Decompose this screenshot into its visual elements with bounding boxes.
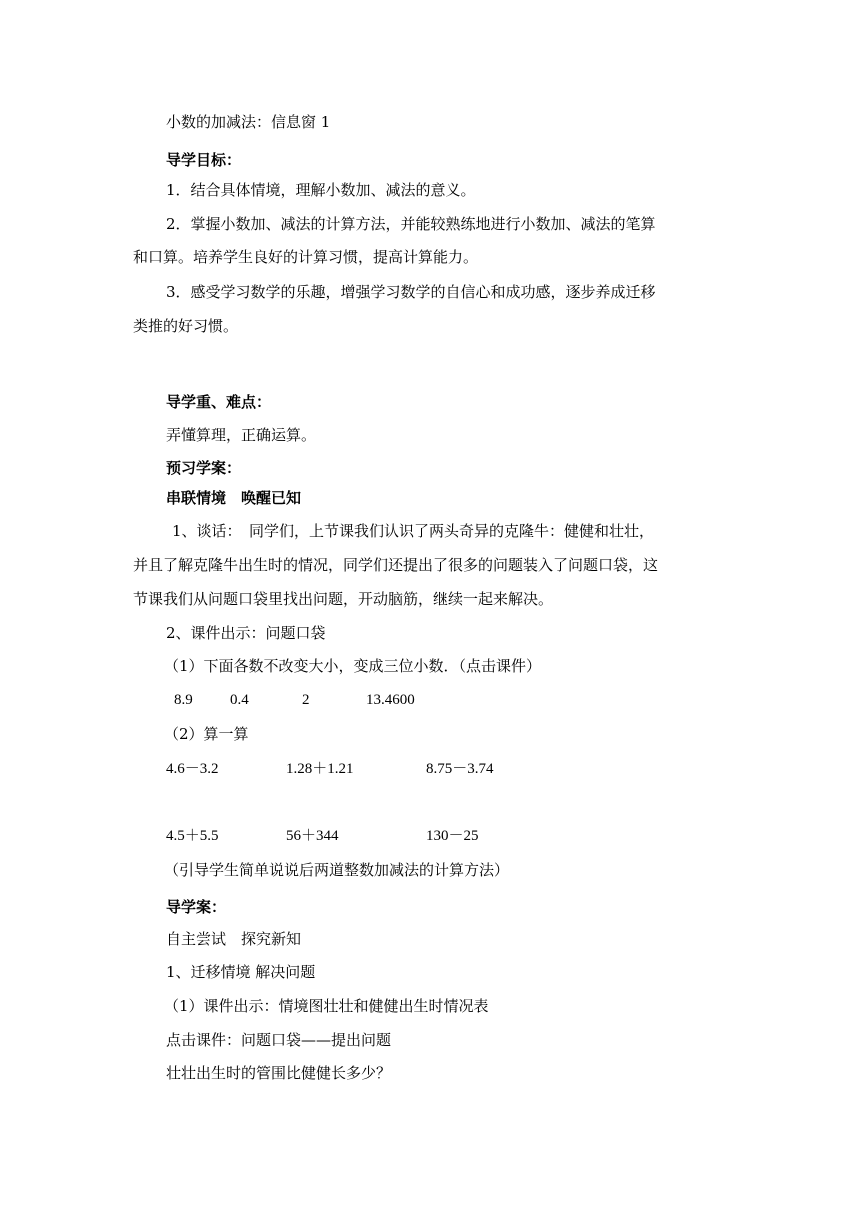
goals-heading: 导学目标： [166, 151, 242, 169]
question-2: （2）算一算 [164, 725, 249, 743]
preview-heading: 预习学案： [166, 459, 242, 477]
question-1: （1）下面各数不改变大小，变成三位小数．（点击课件） [164, 657, 542, 675]
step-1: 1、迁移情境 解决问题 [166, 963, 316, 981]
guide-note: （引导学生简单说说后两道整数加减法的计算方法） [164, 861, 510, 879]
calc-item: 56＋344 [286, 828, 339, 844]
q1-number: 2 [302, 692, 310, 708]
step-1-1: （1）课件出示：情境图壮壮和健健出生时情况表 [164, 997, 489, 1015]
key-points-heading: 导学重、难点： [166, 393, 272, 411]
guide-subheading: 自主尝试 探究新知 [166, 930, 302, 948]
q1-number: 0.4 [230, 692, 249, 708]
q1-number: 13.4600 [366, 692, 415, 708]
calc-item: 130－25 [426, 828, 479, 844]
calc-item: 4.6－3.2 [166, 761, 219, 777]
talk-line-1: 1、谈话： 同学们，上节课我们认识了两头奇异的克隆牛：健健和壮壮， [172, 522, 655, 540]
preview-subheading: 串联情境 唤醒已知 [166, 489, 302, 507]
goal-3-line-1: 3．感受学习数学的乐趣，增强学习数学的自信心和成功感，逐步养成迁移 [166, 283, 656, 301]
goal-2-line-1: 2．掌握小数加、减法的计算方法，并能较熟练地进行小数加、减法的笔算 [166, 215, 656, 233]
goal-3-line-2: 类推的好习惯。 [133, 317, 239, 335]
q1-number: 8.9 [174, 692, 193, 708]
calc-item: 8.75－3.74 [426, 761, 494, 777]
document-title: 小数的加减法：信息窗 1 [166, 113, 331, 131]
calc-item: 1.28＋1.21 [286, 761, 354, 777]
goal-2-line-2: 和口算。培养学生良好的计算习惯，提高计算能力。 [133, 248, 479, 266]
talk-line-3: 节课我们从问题口袋里找出问题，开动脑筋，继续一起来解决。 [133, 590, 554, 608]
question-line: 壮壮出生时的管围比健健长多少？ [166, 1064, 392, 1082]
guide-heading: 导学案： [166, 898, 227, 916]
click-courseware-line: 点击课件：问题口袋——提出问题 [166, 1031, 392, 1049]
calc-item: 4.5＋5.5 [166, 828, 219, 844]
talk-line-2: 并且了解克隆牛出生时的情况，同学们还提出了很多的问题装入了问题口袋，这 [133, 556, 659, 574]
courseware-line: 2、课件出示：问题口袋 [166, 624, 326, 642]
goal-1: 1．结合具体情境，理解小数加、减法的意义。 [166, 181, 476, 199]
key-points-text: 弄懂算理，正确运算。 [166, 426, 317, 444]
